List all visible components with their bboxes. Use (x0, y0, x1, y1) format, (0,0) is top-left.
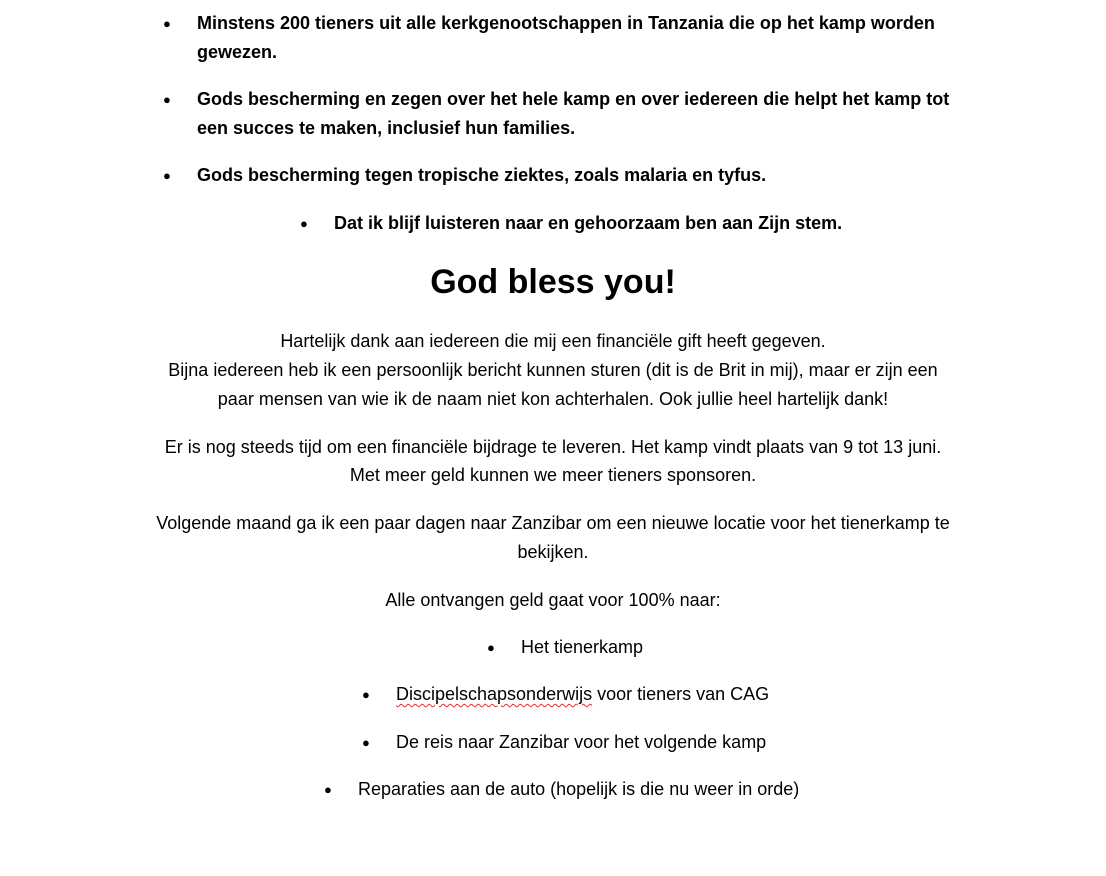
zanzibar-line-2: bekijken. (517, 542, 589, 562)
bullet-marker: ● (487, 640, 495, 655)
zanzibar-line-1: Volgende maand ga ik een paar dagen naar Zanzibar om een nieuwe locatie voor het tienerkamp te (156, 513, 950, 533)
bullet-marker: ● (163, 16, 171, 31)
bullet-marker: ● (163, 168, 171, 183)
bullet-marker: ● (362, 687, 370, 702)
contribution-line-1: Er is nog steeds tijd om een financiële bijdrage te leveren. Het kamp vindt plaats van 9 tot 13 juni. (164, 437, 942, 457)
contribution-line-2: Met meer geld kunnen we meer tieners sponsoren. (349, 465, 757, 485)
page-heading: God bless you! (430, 263, 676, 301)
thanks-line-1: Hartelijk dank aan iedereen die mij een financiële gift heeft gegeven. (280, 331, 826, 351)
bullet-marker: ● (300, 216, 308, 231)
funds-item-3: De reis naar Zanzibar voor het volgende kamp (396, 732, 767, 752)
funds-intro: Alle ontvangen geld gaat voor 100% naar: (385, 590, 721, 610)
thanks-line-2: Bijna iedereen heb ik een persoonlijk bericht kunnen sturen (dit is de Brit in mij), maar er zijn een (168, 360, 938, 380)
prayer-item-2-line-2: een succes te maken, inclusief hun families. (197, 118, 576, 138)
funds-item-1: Het tienerkamp (521, 637, 644, 657)
funds-item-2-rest: voor tieners van CAG (592, 684, 770, 704)
prayer-item-1-line-1: Minstens 200 tieners uit alle kerkgenootschappen in Tanzania die op het kamp worden (197, 13, 935, 33)
funds-item-2 (396, 680, 769, 709)
funds-item-4: Reparaties aan de auto (hopelijk is die nu weer in orde) (358, 779, 800, 799)
bullet-marker: ● (324, 782, 332, 797)
spellcheck-underlined-word: Discipelschapsonderwijs (396, 684, 593, 704)
bullet-marker: ● (362, 735, 370, 750)
prayer-item-2-line-1: Gods bescherming en zegen over het hele kamp en over iedereen die helpt het kamp tot (197, 89, 950, 109)
bullet-marker: ● (163, 92, 171, 107)
prayer-item-1-line-2: gewezen. (197, 42, 278, 62)
prayer-item-4: Dat ik blijf luisteren naar en gehoorzaam ben aan Zijn stem. (334, 213, 843, 233)
prayer-item-3: Gods bescherming tegen tropische ziektes, zoals malaria en tyfus. (197, 165, 767, 185)
thanks-line-3: paar mensen van wie ik de naam niet kon achterhalen. Ook jullie heel hartelijk dank! (217, 389, 889, 409)
